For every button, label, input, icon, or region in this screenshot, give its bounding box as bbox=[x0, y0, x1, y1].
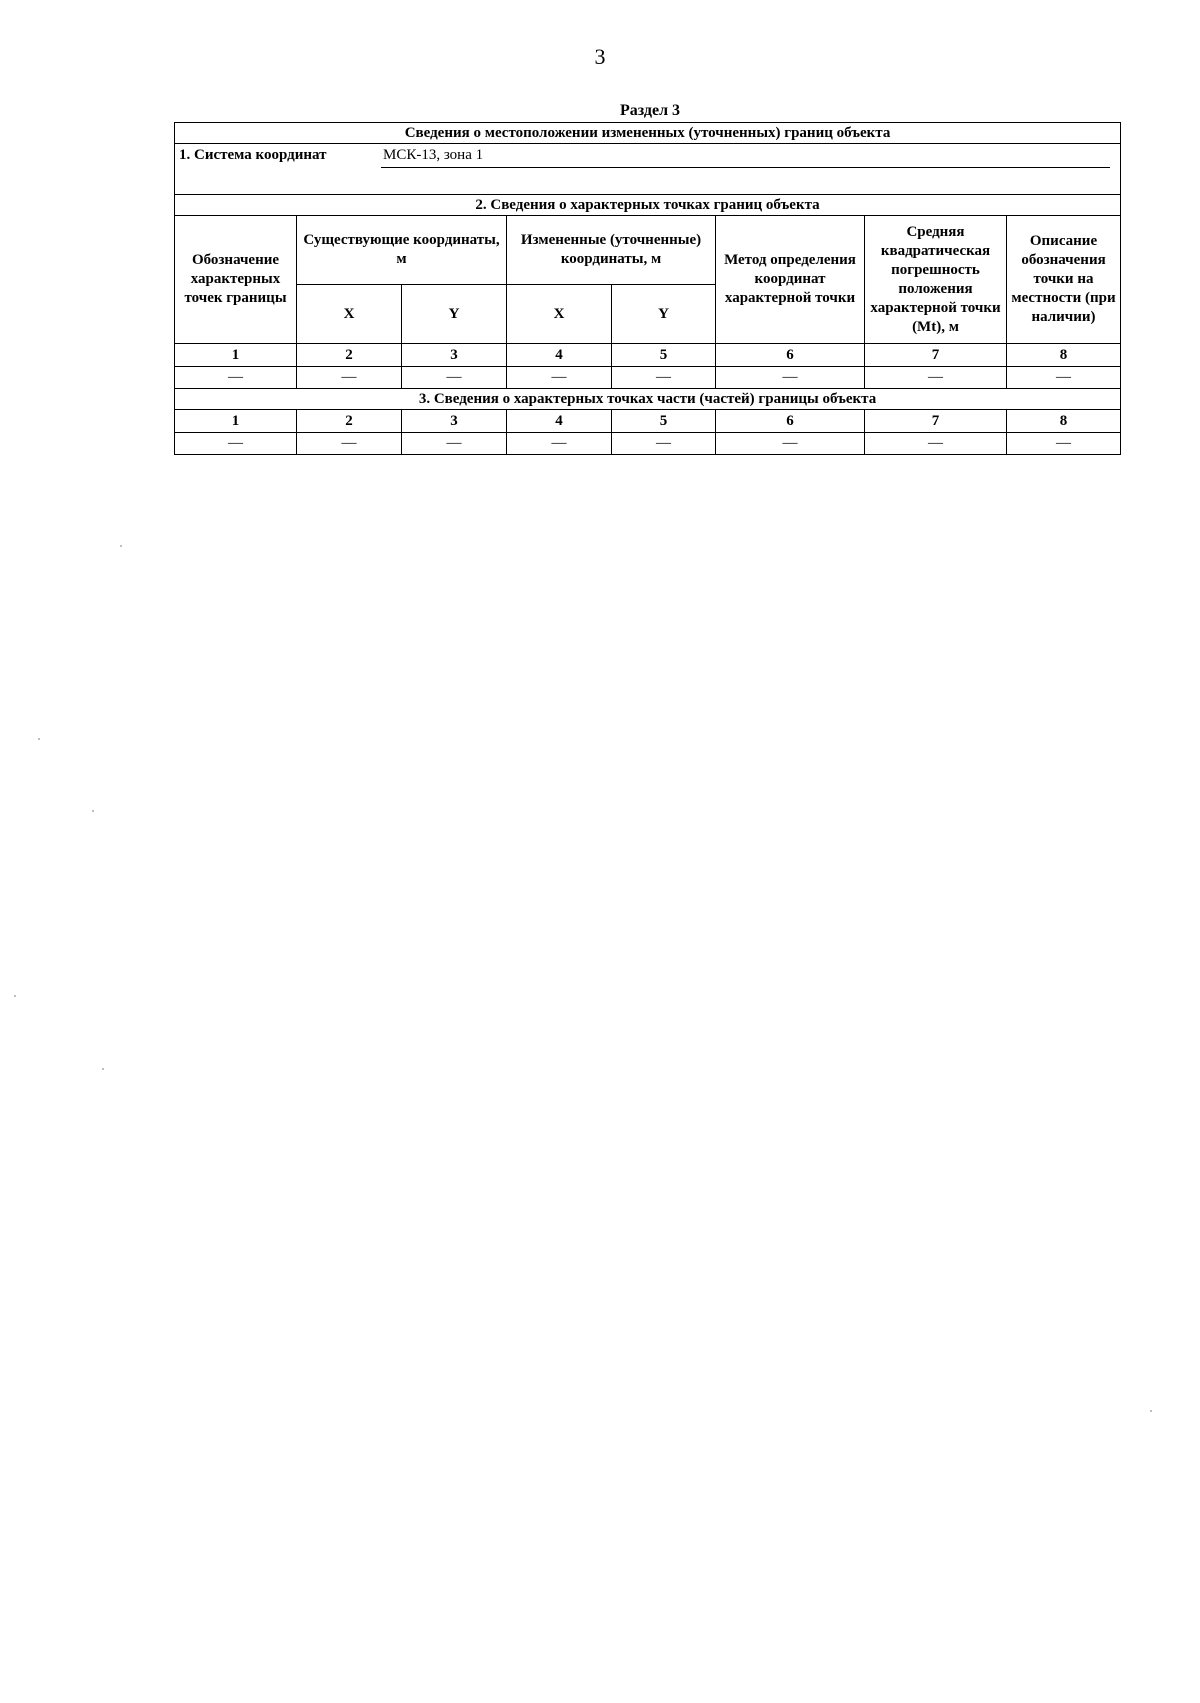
table-cell: — bbox=[446, 435, 462, 451]
parts-column-numbers bbox=[175, 410, 1121, 433]
table-cell: — bbox=[341, 435, 357, 451]
scan-speck bbox=[38, 738, 40, 740]
table-cell: — bbox=[228, 369, 243, 385]
table-cell: — bbox=[656, 435, 671, 451]
column-number: 6 bbox=[716, 344, 865, 367]
header-changed-coords: Измененные (уточненные) координаты, м bbox=[507, 216, 716, 285]
column-number: 8 bbox=[1007, 410, 1121, 433]
column-number: 7 bbox=[865, 410, 1007, 433]
scan-speck bbox=[1150, 1410, 1152, 1412]
column-number: 4 bbox=[507, 410, 612, 433]
points-table-row bbox=[175, 367, 1121, 389]
boundary-form-table bbox=[174, 122, 1121, 455]
header-point-designation: Обозначение характерных точек границы bbox=[175, 216, 297, 344]
column-number: 5 bbox=[612, 410, 716, 433]
parts-table-row bbox=[175, 433, 1121, 455]
table-cell: — bbox=[551, 369, 567, 385]
section-title: Раздел 3 bbox=[619, 102, 681, 119]
header-changed-y: Y bbox=[612, 285, 716, 344]
page-number: 3 bbox=[594, 44, 606, 69]
table-cell: — bbox=[446, 369, 462, 385]
points-column-numbers bbox=[175, 344, 1121, 367]
table-cell: — bbox=[782, 369, 798, 385]
column-number: 2 bbox=[297, 410, 402, 433]
header-accuracy: Средняя квадратическая погрешность положения характерной точки (Mt), м bbox=[865, 216, 1007, 344]
table-cell: — bbox=[228, 435, 243, 451]
column-number: 6 bbox=[716, 410, 865, 433]
column-number: 3 bbox=[402, 344, 507, 367]
table-caption: Сведения о местоположении измененных (уточненных) границ объекта bbox=[175, 123, 1121, 144]
column-number: 3 bbox=[402, 410, 507, 433]
table-cell: — bbox=[1056, 435, 1071, 451]
coordinate-system-value: МСК-13, зона 1 bbox=[383, 147, 484, 163]
coordinate-system-underline bbox=[381, 167, 1110, 168]
column-number: 8 bbox=[1007, 344, 1121, 367]
table-cell: — bbox=[928, 369, 943, 385]
header-existing-x: X bbox=[297, 285, 402, 344]
scan-speck bbox=[14, 995, 16, 997]
table-cell: — bbox=[1056, 369, 1071, 385]
column-number: 4 bbox=[507, 344, 612, 367]
column-number: 2 bbox=[297, 344, 402, 367]
header-method: Метод определения координат характерной точки bbox=[716, 216, 865, 344]
column-number: 1 bbox=[175, 344, 297, 367]
table-cell: — bbox=[928, 435, 943, 451]
header-changed-x: X bbox=[507, 285, 612, 344]
coordinate-system-cell bbox=[175, 144, 1121, 195]
coordinate-system-label: 1. Система координат bbox=[179, 147, 327, 163]
header-existing-y: Y bbox=[402, 285, 507, 344]
scan-speck bbox=[92, 810, 94, 812]
table-cell: — bbox=[341, 369, 357, 385]
column-number: 5 bbox=[612, 344, 716, 367]
table-cell: — bbox=[782, 435, 798, 451]
header-existing-coords: Существующие координаты, м bbox=[297, 216, 507, 285]
scan-speck bbox=[102, 1068, 104, 1070]
column-number: 1 bbox=[175, 410, 297, 433]
column-number: 7 bbox=[865, 344, 1007, 367]
header-description: Описание обозначения точки на местности (при наличии) bbox=[1007, 216, 1121, 344]
table-cell: — bbox=[551, 435, 567, 451]
parts-section-title: 3. Сведения о характерных точках части (частей) границы объекта bbox=[175, 389, 1121, 410]
table-cell: — bbox=[656, 369, 671, 385]
scan-speck bbox=[120, 545, 122, 547]
points-section-title: 2. Сведения о характерных точках границ объекта bbox=[175, 195, 1121, 216]
